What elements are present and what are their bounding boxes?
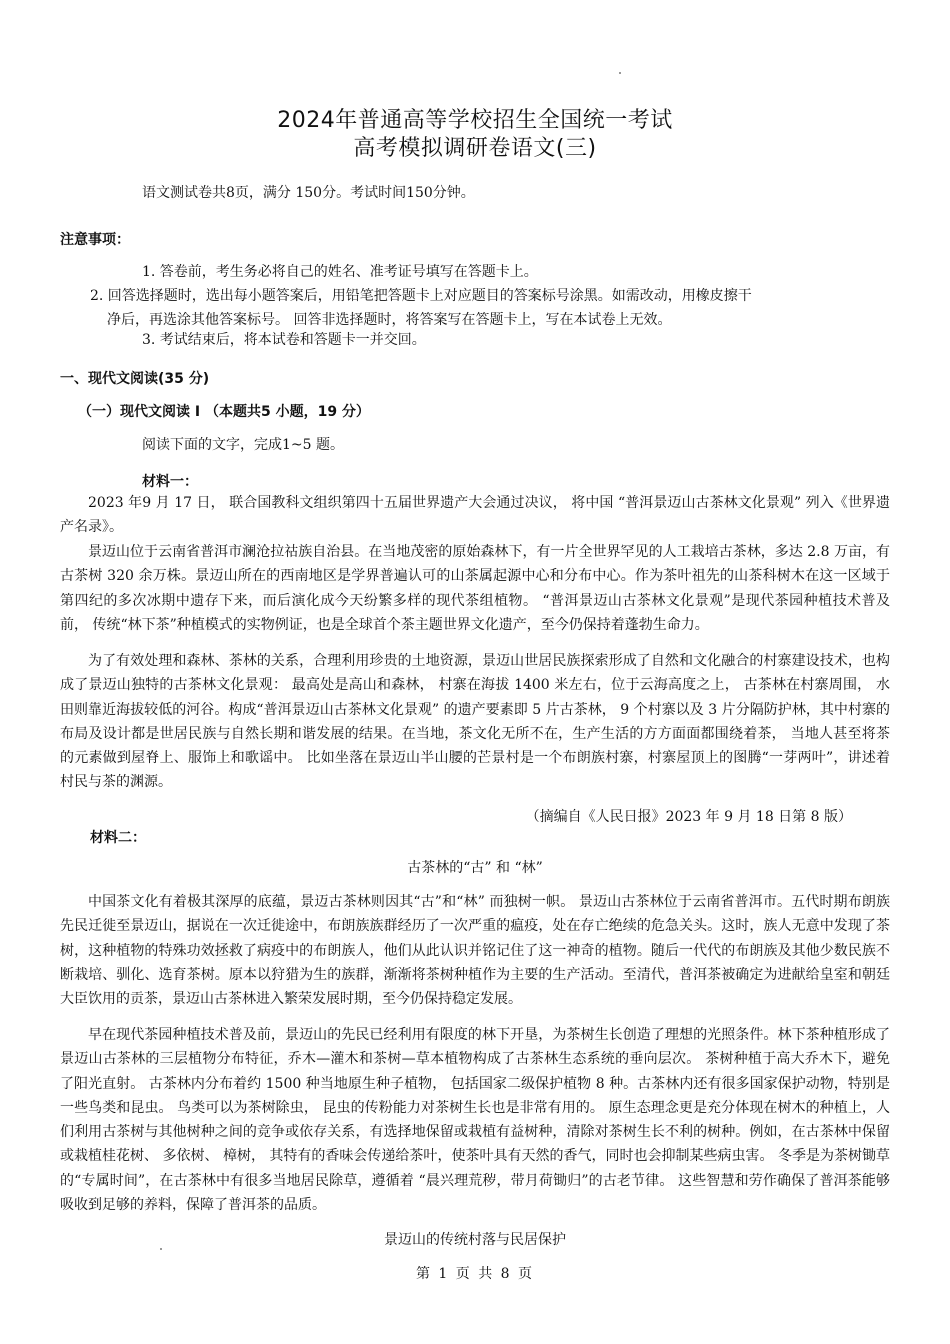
subsection-title: 景迈山的传统村落与民居保护 <box>384 1232 566 1248</box>
subsection-heading: （一）现代文阅读 Ⅰ （本题共5 小题，19 分） <box>78 404 370 420</box>
notice-item-1: 1. 答卷前，考生务必将自己的姓名、准考证号填写在答题卡上。 <box>142 264 538 280</box>
material2-paragraph-2: 早在现代茶园种植技术普及前，景迈山的先民已经利用有限度的林下开垦，为茶树生长创造了理想的光照条件。林下茶种植形成了景迈山古茶林的三层植物分布特征，乔木—灌木和茶树—草本植物构成了古茶林生态系统的垂向层次。 茶树种植于高大乔木下，避免了阳光直射。 古茶林内分布着约 1500 种当地原生种子植物， 包括国家二级保护植物 8 种。古茶林内还有很多国家保护动物，特别是一些鸟类和昆虫。 鸟类可以为茶树除虫， 昆虫的传粉能力对茶树生长也是非常有用的。 原生态理念更是充分体现在树木的种植上，人们利用古茶树与其他树种之间的竞争或依存关系，有选择地保留或栽植有益树种，清除对茶树生长不利的树种。例如，在古茶林中保留或栽植桂花树、 多依树、 樟树， 其特有的香味会传递给茶叶，使茶叶具有天然的香气，同时也会抑制某些病虫害。 冬季是为茶树锄草的“专属时间”，在古茶林中有很多当地居民除草，遵循着 “晨兴理荒秽，带月荷锄归”的古老节律。 这些智慧和劳作确保了普洱茶能够吸收到足够的养料，保障了普洱茶的品质。 <box>60 1027 890 1214</box>
notice-heading: 注意事项： <box>60 232 130 248</box>
material1-paragraph-1: 2023 年9 月 17 日， 联合国教科文组织第四十五届世界遗产大会通过决议， 将中国 “普洱景迈山古茶林文化景观” 列入《世界遗产名录》。 <box>60 495 890 536</box>
exam-title-line2: 高考模拟调研卷语文(三) <box>353 136 597 161</box>
notice-item-3: 3. 考试结束后，将本试卷和答题卡一并交回。 <box>142 332 426 348</box>
article-title: 古茶林的“古” 和 “林” <box>407 860 543 876</box>
exam-info: 语文测试卷共8页，满分 150分。考试时间150分钟。 <box>142 185 475 201</box>
page-number: 第 1 页 共 8 页 <box>415 1266 535 1282</box>
material1-paragraph-3: 为了有效处理和森林、茶林的关系，合理利用珍贵的土地资源，景迈山世居民族探索形成了自然和文化融合的村寨建设技术，也构成了景迈山独特的古茶林文化景观： 最高处是高山和森林， 村寨在海拔 1400 米左右，位于云海高度之上， 古茶林在村寨周围， 水田则靠近海拔较低的河谷。构成“普洱景迈山古茶林文化景观” 的遗产要素即 5 片古茶林， 9 个村寨以及 3 片分隔防护林，其中村寨的布局及设计都是世居民族与自然长期和谐发展的结果。在当地，茶文化无所不在，生产生活的方方面面都围绕着茶， 当地人甚至将茶的元素做到屋脊上、服饰上和歌谣中。 比如坐落在景迈山半山腰的芒景村是一个布朗族村寨，村寨屋顶上的图腾“一芽两叶”，讲述着村民与茶的渊源。 <box>60 653 890 791</box>
notice-item-2-line2: 净后，再选涂其他答案标号。 回答非选择题时，将答案写在答题卡上，写在本试卷上无效。 <box>107 312 672 328</box>
scan-speck <box>619 72 621 74</box>
notice-item-2-line1: 2. 回答选择题时，选出每小题答案后，用铅笔把答题卡上对应题目的答案标号涂黑。如需改动，用橡皮擦干 <box>90 288 752 304</box>
material2-label: 材料二： <box>90 830 146 846</box>
material1-source: （摘编自《人民日报》2023 年 9 月 18 日第 8 版） <box>525 809 852 825</box>
material1-paragraph-2: 景迈山位于云南省普洱市澜沧拉祜族自治县。在当地茂密的原始森林下，有一片全世界罕见的人工栽培古茶林，多达 2.8 万亩，有古茶树 320 余万株。景迈山所在的西南地区是学界普遍认可的山茶属起源中心和分布中心。作为茶叶祖先的山茶科树木在这一区域于第四纪的多次冰期中遗存下来，而后演化成今天纷繁多样的现代茶组植物。 “普洱景迈山古茶林文化景观”是现代茶园种植技术普及前， 传统“林下茶”种植模式的实物例证，也是全球首个茶主题世界文化遗产，至今仍保持着蓬勃生命力。 <box>60 544 890 633</box>
material1-label: 材料一： <box>142 474 198 490</box>
reading-instruction: 阅读下面的文字，完成1~5 题。 <box>142 437 344 453</box>
section-heading: 一、现代文阅读(35 分) <box>60 371 210 387</box>
exam-title-line1: 2024年普通高等学校招生全国统一考试 <box>277 108 673 133</box>
scan-speck <box>160 1248 162 1250</box>
material2-paragraph-1: 中国茶文化有着极其深厚的底蕴，景迈古茶林则因其“古”和“林” 而独树一帜。 景迈山古茶林位于云南省普洱市。五代时期布朗族先民迁徙至景迈山，据说在一次迁徙途中，布朗族族群经历了一次严重的瘟疫，处在存亡绝续的危急关头。这时，族人无意中发现了茶树，这种植物的特殊功效拯救了病疫中的布朗族人，他们从此认识并铭记住了这一神奇的植物。随后一代代的布朗族及其他少数民族不断栽培、驯化、选育茶树。原本以狩猎为生的族群，渐渐将茶树种植作为主要的生产活动。至清代，普洱茶被确定为进献给皇室和朝廷大臣饮用的贡茶，景迈山古茶林进入繁荣发展时期，至今仍保持稳定发展。 <box>60 894 890 1008</box>
